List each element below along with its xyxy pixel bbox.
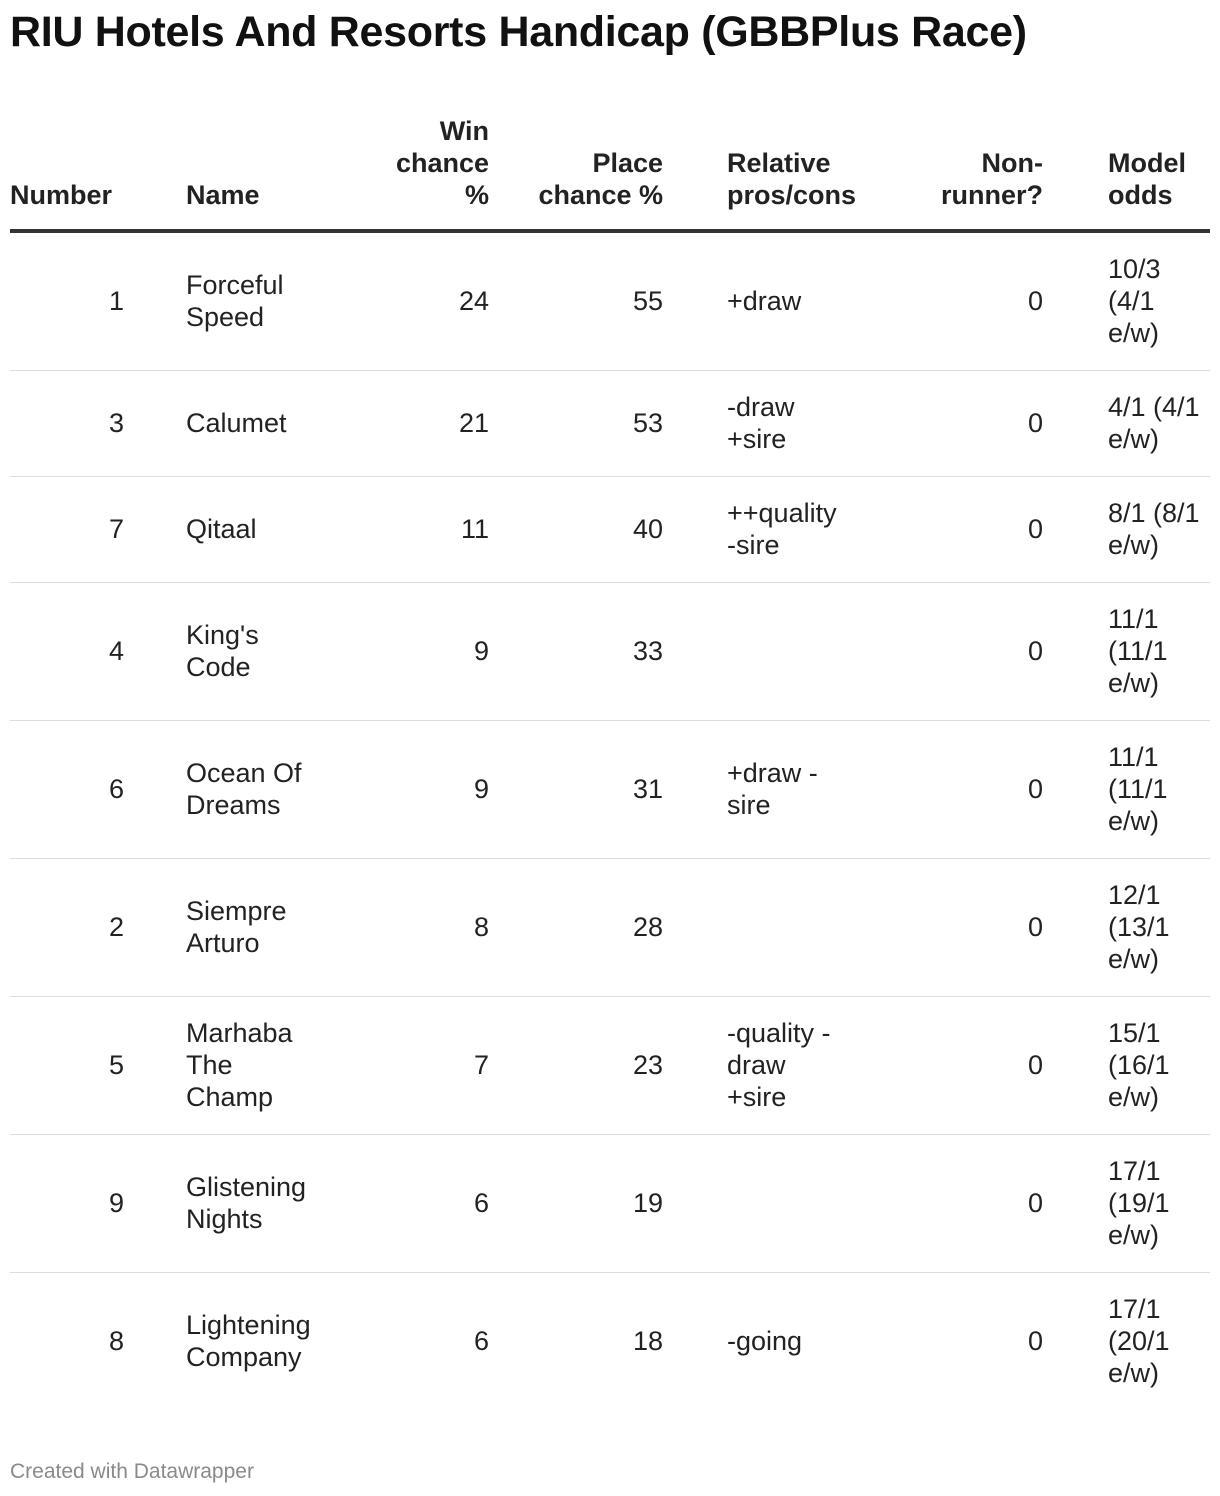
header-model-odds-label: Model odds (1108, 148, 1186, 210)
header-pros-cons[interactable] (663, 110, 863, 231)
cell-model-odds (1043, 476, 1210, 582)
cell-non-runner-value: 0 (1027, 636, 1043, 666)
cell-name (186, 1272, 346, 1410)
cell-place-chance-value: 33 (632, 636, 663, 666)
cell-pros-cons (663, 858, 863, 996)
cell-win-chance (346, 231, 489, 370)
cell-name (186, 370, 346, 476)
cell-model-odds-value: 17/1 (19/1 e/w) (1108, 1156, 1170, 1250)
cell-number-value: 3 (108, 408, 124, 438)
cell-win-chance-value: 9 (473, 774, 489, 804)
header-place-chance[interactable] (489, 110, 663, 231)
table-row (10, 720, 1210, 858)
cell-name (186, 1134, 346, 1272)
cell-name-value: Marhaba The Champ (186, 1018, 293, 1112)
cell-name (186, 231, 346, 370)
cell-win-chance-value: 9 (473, 636, 489, 666)
cell-non-runner (863, 370, 1043, 476)
cell-number-value: 7 (108, 514, 124, 544)
cell-name (186, 476, 346, 582)
cell-place-chance-value: 40 (632, 514, 663, 544)
table-title: RIU Hotels And Resorts Handicap (GBBPlus Race) (10, 8, 1027, 56)
cell-number (10, 996, 186, 1134)
cell-win-chance-value: 6 (473, 1326, 489, 1357)
cell-win-chance-value: 6 (473, 1188, 489, 1218)
cell-pros-cons-value: +draw -sire (727, 758, 818, 820)
cell-model-odds-value: 11/1 (11/1 e/w) (1108, 604, 1168, 698)
cell-name-value: Lightening Company (186, 1310, 311, 1373)
cell-place-chance (489, 996, 663, 1134)
table-header (10, 110, 1210, 231)
table-body (10, 231, 1210, 1410)
cell-pros-cons (663, 996, 863, 1134)
cell-number (10, 720, 186, 858)
cell-non-runner-value: 0 (1027, 912, 1043, 942)
cell-place-chance (489, 1272, 663, 1410)
cell-pros-cons (663, 231, 863, 370)
table-row (10, 1272, 1210, 1410)
cell-non-runner-value: 0 (1027, 1188, 1043, 1218)
cell-model-odds (1043, 858, 1210, 996)
cell-win-chance (346, 858, 489, 996)
cell-non-runner (863, 1134, 1043, 1272)
cell-name (186, 582, 346, 720)
cell-name-value: Qitaal (186, 514, 257, 544)
cell-name-value: Ocean Of Dreams (186, 758, 302, 820)
cell-place-chance-value: 31 (632, 774, 663, 804)
cell-non-runner (863, 582, 1043, 720)
cell-number (10, 1272, 186, 1410)
table-row (10, 231, 1210, 370)
cell-number (10, 476, 186, 582)
cell-name (186, 858, 346, 996)
cell-win-chance (346, 1272, 489, 1410)
cell-non-runner (863, 996, 1043, 1134)
cell-non-runner (863, 476, 1043, 582)
cell-non-runner-value: 0 (1027, 1326, 1043, 1357)
cell-name-value: Siempre Arturo (186, 896, 287, 958)
cell-pros-cons-value: -going (727, 1326, 803, 1357)
cell-pros-cons (663, 370, 863, 476)
cell-win-chance (346, 1134, 489, 1272)
cell-model-odds-value: 12/1 (13/1 e/w) (1108, 880, 1170, 974)
cell-non-runner (863, 1272, 1043, 1410)
header-name[interactable]: Name (186, 110, 346, 231)
cell-pros-cons (663, 476, 863, 582)
cell-number (10, 231, 186, 370)
cell-win-chance (346, 720, 489, 858)
cell-place-chance (489, 476, 663, 582)
cell-pros-cons (663, 582, 863, 720)
cell-place-chance (489, 231, 663, 370)
cell-number-value: 8 (108, 1326, 124, 1357)
cell-number-value: 1 (108, 286, 124, 317)
cell-model-odds (1043, 996, 1210, 1134)
race-table (10, 110, 1210, 1410)
cell-name-value: Glistening Nights (186, 1172, 307, 1234)
cell-pros-cons-value: -quality -draw +sire (727, 1018, 831, 1112)
cell-win-chance (346, 582, 489, 720)
cell-non-runner-value: 0 (1027, 408, 1043, 438)
cell-number-value: 2 (108, 912, 124, 942)
table-row (10, 370, 1210, 476)
cell-name (186, 996, 346, 1134)
cell-pros-cons-value: -draw +sire (727, 392, 795, 454)
cell-win-chance-value: 21 (458, 408, 489, 438)
header-non-runner-label: Non-runner? (940, 148, 1043, 210)
cell-place-chance (489, 1134, 663, 1272)
cell-win-chance (346, 370, 489, 476)
cell-place-chance-value: 23 (632, 1050, 663, 1080)
cell-win-chance (346, 476, 489, 582)
cell-model-odds (1043, 370, 1210, 476)
cell-pros-cons-value: ++quality -sire (727, 498, 837, 560)
table-row (10, 476, 1210, 582)
cell-number (10, 370, 186, 476)
header-row (10, 110, 1210, 231)
datawrapper-credit: Created with Datawrapper (10, 1460, 254, 1483)
cell-number-value: 5 (108, 1050, 124, 1080)
table-row (10, 582, 1210, 720)
cell-model-odds (1043, 1134, 1210, 1272)
cell-non-runner (863, 720, 1043, 858)
cell-win-chance (346, 996, 489, 1134)
cell-pros-cons-value: +draw (727, 286, 802, 317)
cell-name-value: Calumet (186, 408, 287, 438)
cell-pros-cons (663, 720, 863, 858)
header-win-chance-label: Win chance % (395, 116, 489, 210)
cell-win-chance-value: 11 (460, 514, 489, 544)
cell-model-odds-value: 11/1 (11/1 e/w) (1108, 742, 1168, 836)
cell-win-chance-value: 7 (473, 1050, 489, 1080)
cell-model-odds (1043, 1272, 1210, 1410)
cell-model-odds (1043, 231, 1210, 370)
header-non-runner[interactable] (863, 110, 1043, 231)
cell-non-runner-value: 0 (1027, 1050, 1043, 1080)
cell-pros-cons (663, 1272, 863, 1410)
cell-win-chance-value: 24 (458, 286, 489, 317)
cell-number-value: 6 (108, 774, 124, 804)
cell-place-chance-value: 55 (632, 286, 663, 317)
cell-name-value: King's Code (186, 620, 259, 682)
cell-name-value: Forceful Speed (186, 270, 284, 333)
cell-model-odds-value: 15/1 (16/1 e/w) (1108, 1018, 1170, 1112)
cell-model-odds (1043, 720, 1210, 858)
cell-place-chance (489, 582, 663, 720)
cell-place-chance (489, 720, 663, 858)
cell-win-chance-value: 8 (473, 912, 489, 942)
header-pros-cons-label: Relative pros/cons (727, 148, 857, 210)
cell-model-odds-value: 10/3 (4/1 e/w) (1108, 254, 1161, 349)
cell-place-chance-value: 28 (632, 912, 663, 942)
cell-number (10, 858, 186, 996)
cell-model-odds (1043, 582, 1210, 720)
cell-pros-cons (663, 1134, 863, 1272)
cell-model-odds-value: 17/1 (20/1 e/w) (1108, 1294, 1170, 1389)
cell-number (10, 582, 186, 720)
cell-place-chance-value: 53 (632, 408, 663, 438)
cell-place-chance (489, 858, 663, 996)
cell-place-chance-value: 19 (632, 1188, 663, 1218)
cell-non-runner (863, 858, 1043, 996)
cell-non-runner-value: 0 (1027, 774, 1043, 804)
cell-non-runner-value: 0 (1027, 514, 1043, 544)
header-win-chance[interactable] (346, 110, 489, 231)
cell-number-value: 9 (108, 1188, 124, 1218)
table-row (10, 1134, 1210, 1272)
cell-number-value: 4 (108, 636, 124, 666)
header-model-odds[interactable] (1043, 110, 1210, 231)
header-number[interactable]: Number (10, 110, 186, 231)
cell-place-chance-value: 18 (632, 1326, 663, 1357)
cell-non-runner-value: 0 (1027, 286, 1043, 317)
cell-number (10, 1134, 186, 1272)
cell-place-chance (489, 370, 663, 476)
table-row (10, 858, 1210, 996)
cell-model-odds-value: 8/1 (8/1 e/w) (1108, 498, 1200, 560)
header-place-chance-label: Place chance % (538, 148, 663, 210)
cell-non-runner (863, 231, 1043, 370)
cell-name (186, 720, 346, 858)
cell-model-odds-value: 4/1 (4/1 e/w) (1108, 392, 1200, 454)
table-row (10, 996, 1210, 1134)
